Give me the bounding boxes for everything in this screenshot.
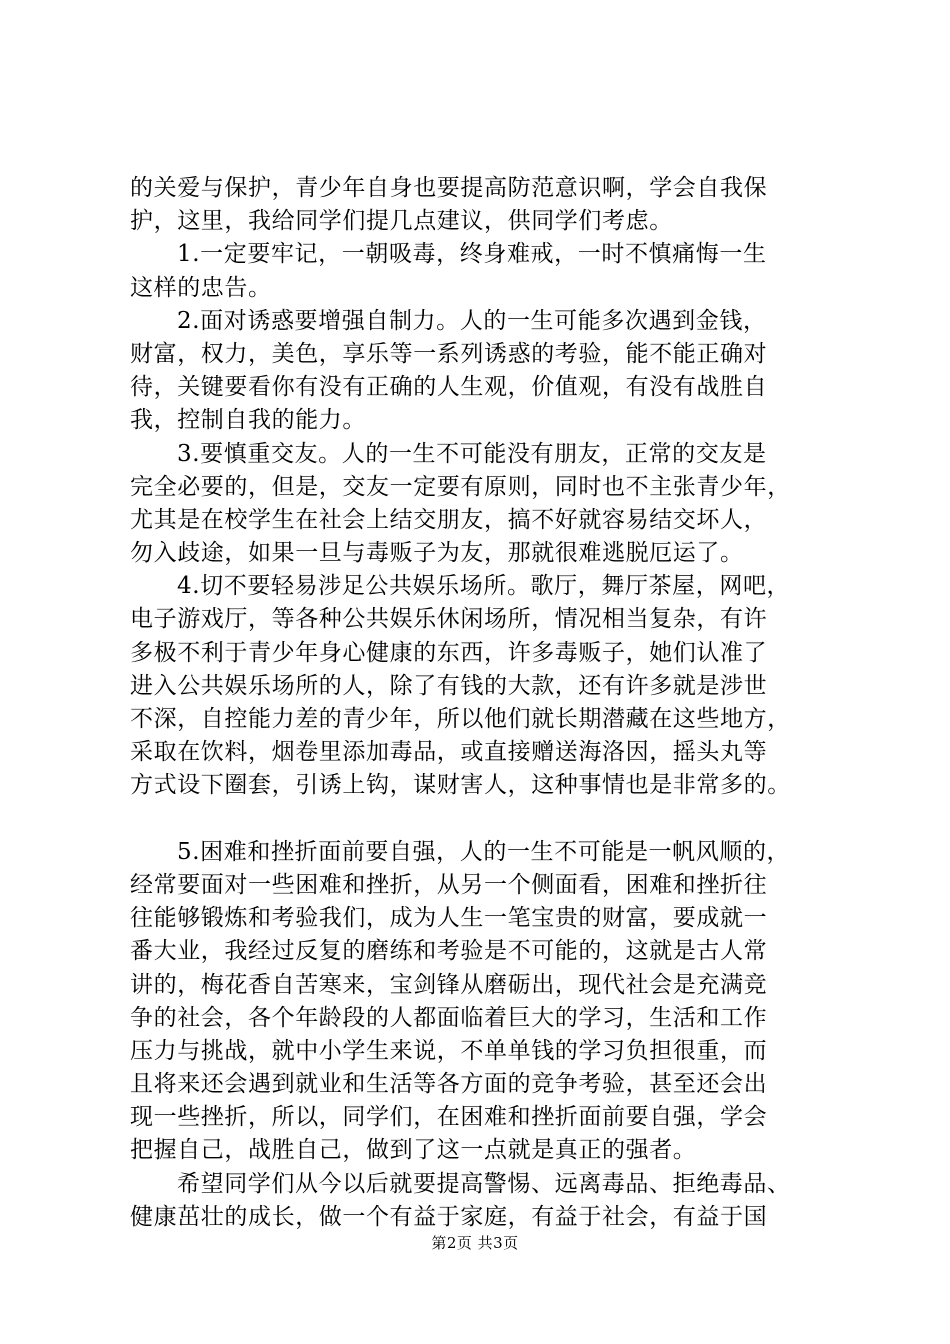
text-line: 财富，权力，美色，享乐等一系列诱惑的考验，能不能正确对 (130, 340, 768, 367)
list-item-5-line: 5.困难和挫折面前要自强，人的一生不可能是一帆风顺的， (177, 838, 791, 865)
text-line: 这样的忠告。 (130, 274, 272, 301)
text-line: 尤其是在校学生在社会上结交朋友，搞不好就容易结交坏人， (130, 506, 768, 533)
text-line: 完全必要的，但是，交友一定要有原则，同时也不主张青少年， (130, 473, 791, 500)
page-footer (0, 1233, 950, 1253)
page-number-label: 第2页 共3页 (431, 1234, 519, 1252)
text-line: 讲的，梅花香自苦寒来，宝剑锋从磨砺出，现代社会是充满竞 (130, 971, 768, 998)
list-item-1-line: 1.一定要牢记，一朝吸毒，终身难戒，一时不慎痛悔一生 (177, 241, 767, 268)
list-item-4-line: 4.切不要轻易涉足公共娱乐场所。歌厅，舞厅茶屋，网吧， (177, 573, 791, 600)
paragraph-gap (130, 803, 840, 836)
text-line: 压力与挑战，就中小学生来说，不单单钱的学习负担很重，而 (130, 1037, 768, 1064)
text-line: 不深，自控能力差的青少年，所以他们就长期潜藏在这些地方， (130, 706, 791, 732)
text-line: 方式设下圈套，引诱上钩，谋财害人，这种事情也是非常多的。 (130, 772, 791, 799)
document-body (130, 172, 840, 1234)
text-line: 健康茁壮的成长，做一个有益于家庭，有益于社会，有益于国 (130, 1203, 768, 1230)
closing-paragraph-line: 希望同学们从今以后就要提高警惕、远离毒品、拒绝毒品、 (177, 1170, 791, 1197)
list-item-3-line: 3.要慎重交友。人的一生不可能没有朋友，正常的交友是 (177, 440, 767, 467)
text-line: 现一些挫折，所以，同学们，在困难和挫折面前要自强，学会 (130, 1104, 768, 1131)
text-line: 电子游戏厅，等各种公共娱乐休闲场所，情况相当复杂，有许 (130, 606, 768, 633)
text-line: 多极不利于青少年身心健康的东西，许多毒贩子，她们认准了 (130, 639, 768, 666)
text-line: 争的社会，各个年龄段的人都面临着巨大的学习，生活和工作 (130, 1004, 768, 1031)
list-item-2-line: 2.面对诱惑要增强自制力。人的一生可能多次遇到金钱， (177, 307, 767, 334)
text-line: 我，控制自我的能力。 (130, 407, 366, 434)
text-line: 番大业，我经过反复的磨练和考验是不可能的，这就是古人常 (130, 938, 768, 965)
text-line: 且将来还会遇到就业和生活等各方面的竞争考验，甚至还会出 (130, 1071, 768, 1098)
text-line: 待，关键要看你有没有正确的人生观，价值观，有没有战胜自 (130, 374, 768, 401)
text-line: 勿入歧途，如果一旦与毒贩子为友，那就很难逃脱厄运了。 (130, 540, 744, 567)
text-line: 把握自己，战胜自己，做到了这一点就是真正的强者。 (130, 1137, 697, 1164)
text-line: 往能够锻炼和考验我们，成为人生一笔宝贵的财富，要成就一 (130, 905, 768, 932)
text-line: 采取在饮料，烟卷里添加毒品，或直接赠送海洛因，摇头丸等 (130, 739, 768, 766)
text-line: 进入公共娱乐场所的人，除了有钱的大款，还有许多就是涉世 (130, 672, 768, 699)
text-line: 护，这里，我给同学们提几点建议，供同学们考虑。 (130, 208, 673, 235)
text-line: 经常要面对一些困难和挫折，从另一个侧面看，困难和挫折往 (130, 871, 768, 898)
text-line: 的关爱与保护，青少年自身也要提高防范意识啊，学会自我保 (130, 175, 768, 201)
